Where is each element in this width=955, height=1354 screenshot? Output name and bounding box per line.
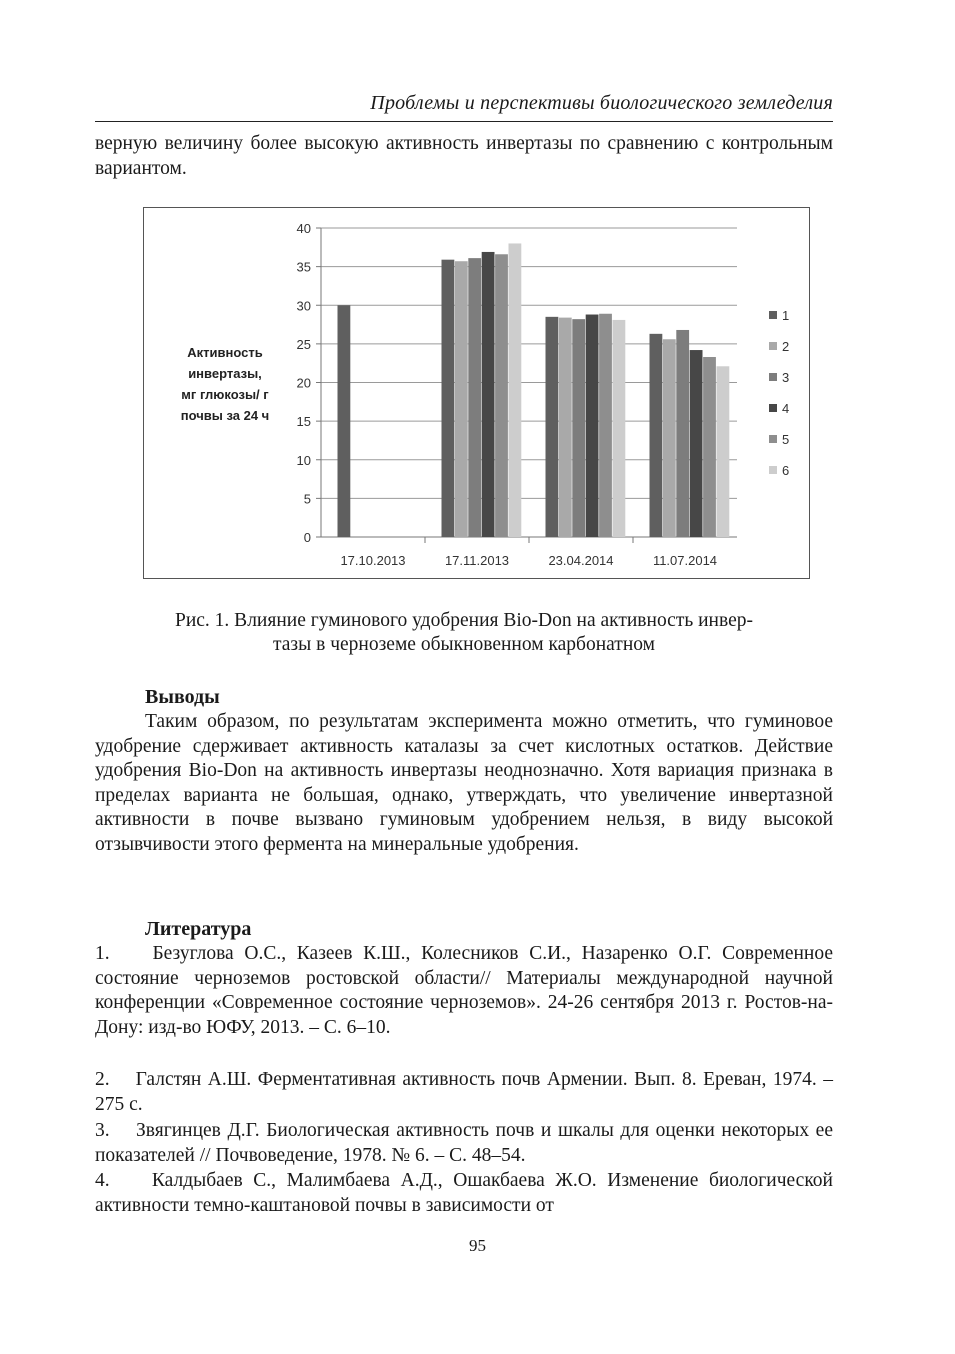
bar-series-6 (613, 320, 626, 537)
chart-frame (143, 207, 810, 579)
bar-series-1 (546, 317, 559, 537)
legend-swatch (769, 404, 777, 412)
legend-label: 1 (782, 308, 790, 323)
conclusions-paragraph: Таким образом, по результатам эксперимента можно отметить, что гуминовое удобрение сдерживает активность каталазы за счет кислотных остатков. Действие удобрения Bio-Don на активность инвертазы неоднозначно. Хотя вариация признака в пределах варианта не большая, однако, утверждать, что увеличение инвертазной активности в почве вызвано гуминовым удобрением нельзя, в виду высокой отзывчивости этого фермента на минеральные удобрения. (95, 711, 833, 855)
bar-series-6 (509, 243, 522, 537)
bar-series-4 (690, 350, 703, 537)
y-tick-label: 35 (296, 259, 311, 275)
y-axis-label: Активность (187, 345, 263, 360)
legend-label: 6 (782, 463, 790, 478)
bar-series-4 (586, 315, 599, 537)
references-heading: Литература (145, 918, 252, 940)
bar-series-4 (482, 252, 495, 537)
conclusions-heading: Выводы (145, 686, 220, 708)
y-tick-label: 5 (303, 491, 311, 507)
y-tick-label: 0 (303, 530, 311, 545)
figure-caption-line-2: тазы в черноземе обыкновенном карбонатном (273, 634, 655, 655)
bar-series-2 (455, 261, 468, 537)
y-tick-label: 20 (296, 375, 311, 391)
reference-item: 2. Галстян А.Ш. Ферментативная активность почв Армении. Вып. 8. Ереван, 1974. – 275 с. (95, 1069, 833, 1115)
bar-series-2 (663, 339, 676, 537)
bar-series-6 (717, 366, 730, 537)
bar-series-2 (559, 318, 572, 537)
y-tick-label: 40 (296, 221, 311, 236)
x-tick-label: 17.10.2013 (340, 553, 406, 568)
legend-label: 5 (782, 432, 790, 447)
reference-item: 3. Звягинцев Д.Г. Биологическая активность почв и шкалы для оценки некоторых ее показателей // Почвоведение, 1978. № 6. – С. 48–54. (95, 1120, 833, 1166)
legend-swatch (769, 466, 777, 474)
y-tick-label: 10 (296, 452, 311, 468)
legend-swatch (769, 373, 777, 381)
bar-series-5 (599, 314, 612, 537)
y-axis-label: почвы за 24 ч (180, 408, 270, 423)
bar-series-1 (650, 334, 663, 537)
x-tick-label: 11.07.2014 (652, 553, 718, 568)
bar-series-5 (703, 357, 716, 537)
intro-paragraph: верную величину более высокую активность инвертазы по сравнению с контрольным вариантом. (95, 133, 833, 179)
x-tick-label: 23.04.2014 (548, 553, 614, 568)
bar-series-5 (495, 254, 508, 537)
running-header: Проблемы и перспективы биологического земледелия (370, 92, 833, 114)
legend-swatch (769, 435, 777, 443)
legend-label: 2 (782, 339, 790, 354)
header-rule (95, 121, 833, 122)
reference-item: 1. Безуглова О.С., Казеев К.Ш., Колесников С.И., Назаренко О.Г. Современное состояние черноземов ростовской области// Материалы международной научной конференции «Современное состояние черноземов». 24-26 сентября 2013 г. Ростов-на-Дону: изд-во ЮФУ, 2013. – С. 6–10. (95, 943, 833, 1038)
y-axis-label: мг глюкозы/ г (181, 387, 269, 402)
y-tick-label: 25 (296, 336, 311, 352)
bar-series-1 (442, 260, 455, 537)
invertase-bar-chart (144, 208, 809, 578)
bar-series-1 (338, 305, 351, 537)
bar-series-3 (572, 319, 585, 537)
reference-item: 4. Калдыбаев С., Малимбаева А.Д., Ошакбаева Ж.О. Изменение биологической активности темно-каштановой почвы в зависимости от (95, 1170, 833, 1216)
y-axis-label: инвертазы, (188, 366, 262, 381)
y-tick-label: 15 (296, 414, 311, 430)
legend-label: 3 (782, 370, 790, 385)
x-tick-label: 17.11.2013 (444, 553, 510, 568)
bar-series-3 (676, 330, 689, 537)
figure-caption (95, 609, 833, 657)
y-tick-label: 30 (296, 298, 311, 314)
figure-caption-line-1: Рис. 1. Влияние гуминового удобрения Bio-Don на активность инвер- (175, 610, 753, 631)
legend-label: 4 (782, 401, 790, 416)
bar-series-3 (468, 258, 481, 537)
legend-swatch (769, 342, 777, 350)
legend-swatch (769, 311, 777, 319)
page-number: 95 (469, 1236, 486, 1255)
